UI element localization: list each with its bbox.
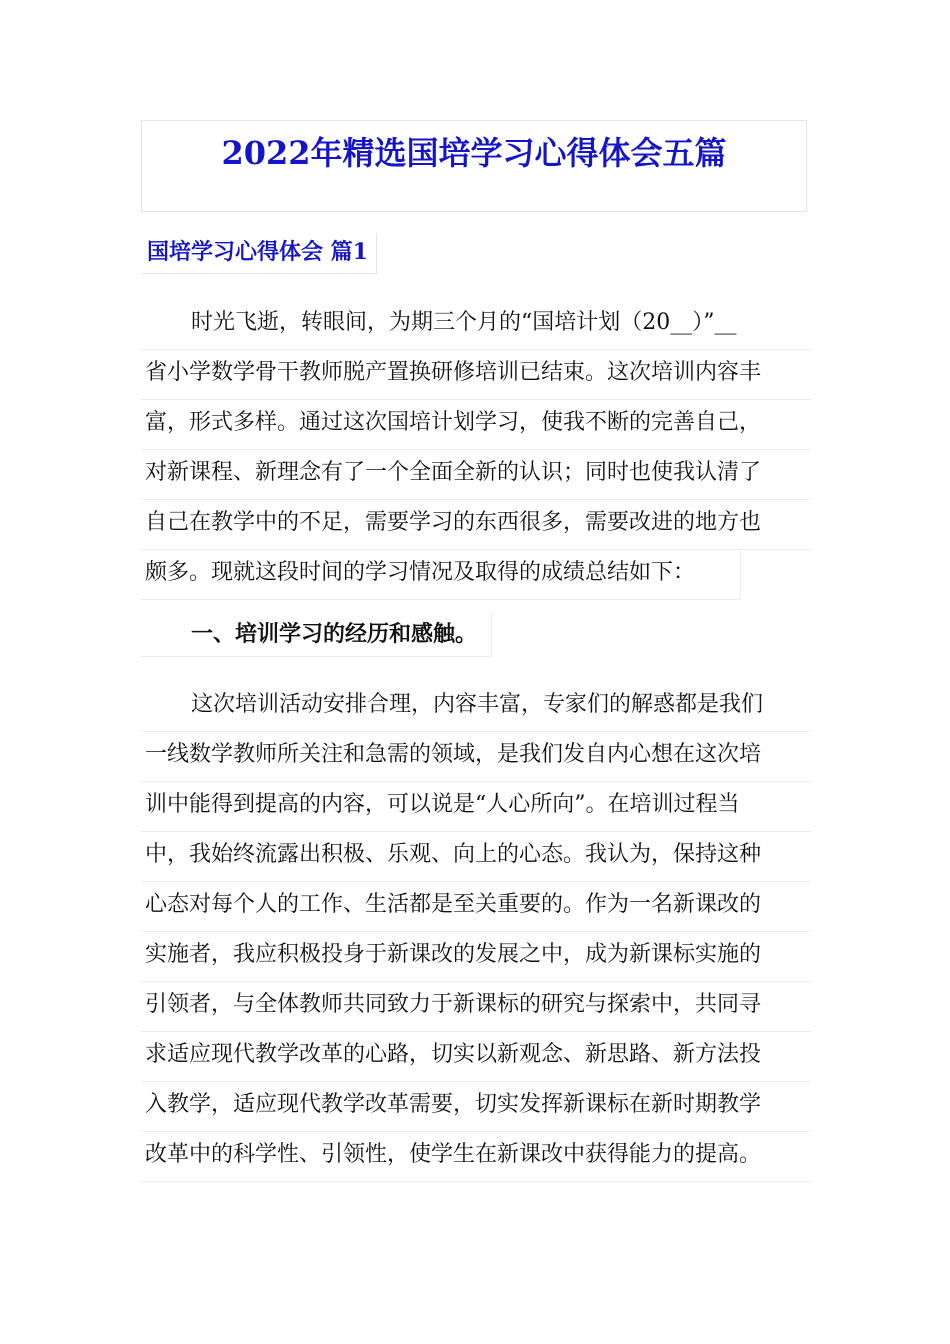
paragraph-line: 实施者，我应积极投身于新课改的发展之中，成为新课标实施的 [141,932,811,982]
paragraph-line: 这次培训活动安排合理，内容丰富，专家们的解惑都是我们 [141,682,811,732]
subheading: 一、培训学习的经历和感触。 [141,612,492,657]
document-title: 2022年精选国培学习心得体会五篇 [221,134,727,172]
paragraph-line: 心态对每个人的工作、生活都是至关重要的。作为一名新课改的 [141,882,811,932]
paragraph-line: 一线数学教师所关注和急需的领域，是我们发自内心想在这次培 [141,732,811,782]
section-title: 国培学习心得体会 篇1 [141,233,377,274]
paragraph-line: 求适应现代教学改革的心路，切实以新观念、新思路、新方法投 [141,1032,811,1082]
paragraph-line: 改革中的科学性、引领性，使学生在新课改中获得能力的提高。 [141,1132,811,1182]
paragraph-line: 入教学，适应现代教学改革需要，切实发挥新课标在新时期教学 [141,1082,811,1132]
paragraph-line: 颇多。现就这段时间的学习情况及取得的成绩总结如下： [141,550,741,600]
title-box [141,120,807,212]
paragraph-line: 富，形式多样。通过这次国培计划学习，使我不断的完善自己， [141,400,811,450]
paragraph-line: 自己在教学中的不足，需要学习的东西很多，需要改进的地方也 [141,500,811,550]
paragraph-line: 中，我始终流露出积极、乐观、向上的心态。我认为，保持这种 [141,832,811,882]
paragraph-line: 引领者，与全体教师共同致力于新课标的研究与探索中，共同寻 [141,982,811,1032]
paragraph-line: 时光飞逝，转眼间，为期三个月的“国培计划（20__）”__ [141,300,811,350]
paragraph-line: 对新课程、新理念有了一个全面全新的认识；同时也使我认清了 [141,450,811,500]
paragraph-1 [141,300,811,600]
paragraph-2 [141,682,811,1182]
paragraph-line: 省小学数学骨干教师脱产置换研修培训已结束。这次培训内容丰 [141,350,811,400]
paragraph-line: 训中能得到提高的内容，可以说是“人心所向”。在培训过程当 [141,782,811,832]
